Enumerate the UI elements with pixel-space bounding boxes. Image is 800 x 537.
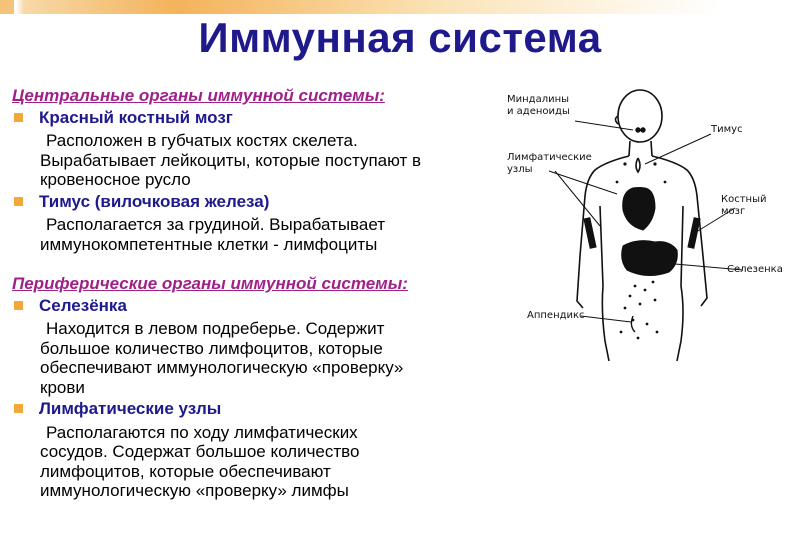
text-content bbox=[12, 86, 502, 503]
description-line: Располагаются по ходу лимфатических bbox=[46, 422, 358, 442]
description-line: крови bbox=[40, 377, 85, 397]
item-description bbox=[12, 423, 502, 501]
item-name: Селезёнка bbox=[39, 295, 127, 315]
central-organs-heading: Центральные органы иммунной системы: bbox=[12, 86, 385, 105]
immune-system-diagram bbox=[505, 86, 790, 361]
square-bullet-icon bbox=[14, 113, 23, 122]
lymph-nodes-label-line: узлы bbox=[507, 164, 533, 175]
bone-marrow-label-line: Костный bbox=[721, 194, 767, 205]
description-line: Находится в левом подреберье. Содержит bbox=[46, 319, 385, 338]
bullet-spleen bbox=[12, 296, 502, 316]
description-line: большое количество лимфоцитов, которые bbox=[40, 338, 383, 358]
tonsils-label bbox=[507, 94, 570, 118]
tonsils-label-line: и аденоиды bbox=[507, 106, 570, 117]
description-line: обеспечивают иммунологическую «проверку» bbox=[40, 358, 404, 377]
square-bullet-icon bbox=[14, 301, 23, 310]
tonsils-label-line: Миндалины bbox=[507, 94, 570, 105]
description-line: Вырабатывает лейкоциты, которые поступают в bbox=[40, 150, 422, 170]
description-line: лимфоцитов, которые обеспечивают bbox=[40, 461, 331, 481]
bone-marrow-label bbox=[721, 194, 766, 218]
description-line: сосудов. Содержат большое количество bbox=[40, 442, 360, 461]
appendix-label: Аппендикс bbox=[527, 310, 585, 321]
description-line: иммунологическую «проверку» лимфы bbox=[40, 481, 349, 500]
bullet-lymph-nodes bbox=[12, 399, 502, 419]
description-line: кровеносное русло bbox=[40, 170, 191, 189]
peripheral-organs-heading: Периферические органы иммунной системы: bbox=[12, 274, 408, 293]
spleen-label: Селезенка bbox=[727, 264, 783, 275]
item-name: Лимфатические узлы bbox=[39, 399, 222, 418]
bullet-red-bone-marrow bbox=[12, 108, 502, 128]
bullet-thymus bbox=[12, 192, 502, 212]
item-description bbox=[12, 319, 502, 397]
bone-marrow-label-line: мозг bbox=[721, 206, 746, 217]
lymph-nodes-label-line: Лимфатические bbox=[507, 152, 592, 163]
square-bullet-icon bbox=[14, 197, 23, 206]
top-corner-square bbox=[0, 0, 14, 14]
thymus-label: Тимус bbox=[711, 124, 743, 135]
square-bullet-icon bbox=[14, 404, 23, 413]
lymph-nodes-label bbox=[507, 152, 592, 176]
description-line: Располагается за грудиной. Вырабатывает bbox=[46, 215, 386, 234]
description-line: иммунокомпетентные клетки - лимфоциты bbox=[40, 234, 378, 254]
item-name: Тимус (вилочковая железа) bbox=[39, 191, 270, 211]
item-description bbox=[12, 215, 502, 254]
top-decoration-bar bbox=[0, 0, 800, 14]
item-description bbox=[12, 131, 502, 190]
item-name: Красный костный мозг bbox=[39, 107, 233, 127]
description-line: Расположен в губчатых костях скелета. bbox=[46, 131, 358, 150]
slide-title: Иммунная система bbox=[198, 14, 602, 61]
